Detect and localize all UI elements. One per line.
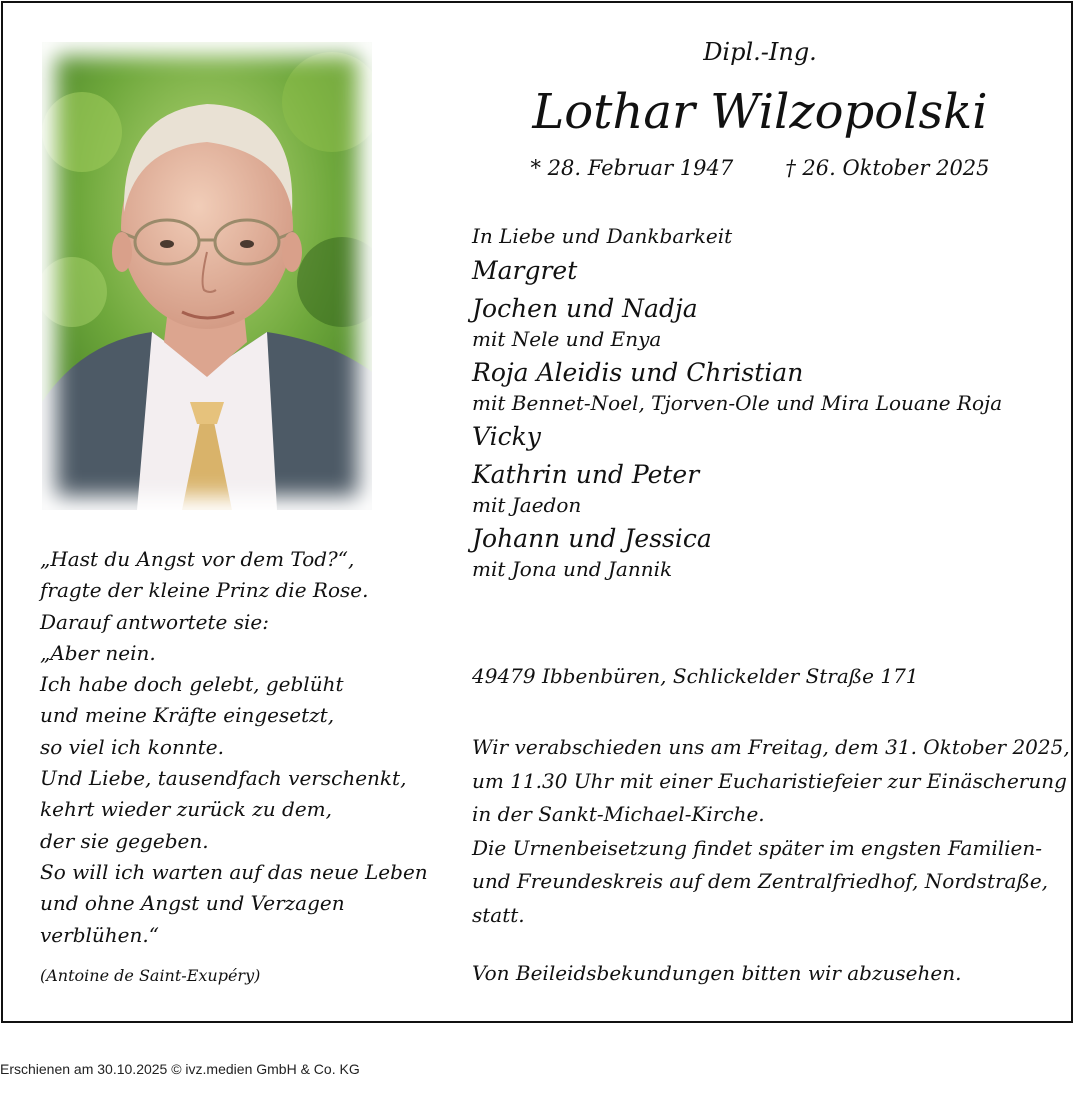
poem-line: so viel ich konnte.: [40, 734, 224, 759]
poem-line: „Aber nein.: [40, 640, 156, 665]
poem-line: Darauf antwortete sie:: [40, 609, 269, 634]
family-member: Jochen und Nadja: [472, 294, 698, 323]
notice-line: statt.: [472, 902, 525, 927]
family-member-children: mit Bennet-Noel, Tjorven-Ole und Mira Louane Roja: [472, 391, 1003, 415]
portrait-photo: [42, 42, 372, 510]
poem-line: „Hast du Angst vor dem Tod?“,: [40, 547, 355, 571]
poem-line: fragte der kleine Prinz die Rose.: [40, 578, 369, 603]
family-member: Roja Aleidis und Christian: [472, 358, 804, 387]
family-intro: In Liebe und Dankbarkeit: [472, 224, 733, 248]
poem-line: Ich habe doch gelebt, geblüht: [40, 672, 344, 697]
funeral-notice: [472, 731, 1070, 932]
family-member: Vicky: [472, 422, 541, 451]
family-member: Margret: [472, 256, 578, 285]
poem-line: So will ich warten auf das neue Leben: [40, 859, 428, 884]
death-date: † 26. Oktober 2025: [785, 156, 990, 180]
poem-line: und meine Kräfte eingesetzt,: [40, 703, 335, 728]
poem-line: der sie gegeben.: [40, 828, 209, 853]
notice-line: Wir verabschieden uns am Freitag, dem 31. Oktober 2025,: [472, 735, 1070, 759]
poem-line: kehrt wieder zurück zu dem,: [40, 797, 332, 822]
condolence-note: Von Beileidsbekundungen bitten wir abzusehen.: [472, 961, 962, 985]
notice-line: und Freundeskreis auf dem Zentralfriedhof, Nordstraße,: [472, 869, 1049, 893]
family-member: Kathrin und Peter: [472, 460, 700, 489]
poem-line: und ohne Angst und Verzagen: [40, 891, 345, 916]
notice-line: um 11.30 Uhr mit einer Eucharistiefeier zur Einäscherung: [472, 768, 1067, 793]
family-list: [472, 222, 1052, 582]
family-member-children: mit Jaedon: [472, 493, 582, 517]
address: 49479 Ibbenbüren, Schlickelder Straße 171: [472, 664, 919, 688]
life-dates: [470, 156, 1050, 180]
poem-line: verblühen.“: [40, 922, 159, 947]
family-member: Johann und Jessica: [472, 524, 712, 553]
portrait-illustration: [42, 42, 372, 510]
notice-line: in der Sankt-Michael-Kirche.: [472, 802, 765, 826]
notice-line: Die Urnenbeisetzung findet später im engsten Familien-: [472, 835, 1042, 860]
publication-footer: Erschienen am 30.10.2025 © ivz.medien GmbH & Co. KG: [0, 1061, 360, 1077]
poem-attribution: (Antoine de Saint-Exupéry): [40, 966, 261, 985]
academic-title: Dipl.-Ing.: [703, 38, 817, 66]
birth-date: * 28. Februar 1947: [530, 156, 734, 180]
poem-line: Und Liebe, tausendfach verschenkt,: [40, 766, 407, 791]
family-member-children: mit Nele und Enya: [472, 327, 662, 351]
family-member-children: mit Jona und Jannik: [472, 557, 673, 581]
deceased-name: Lothar Wilzopolski: [532, 84, 988, 140]
poem: [40, 544, 450, 951]
